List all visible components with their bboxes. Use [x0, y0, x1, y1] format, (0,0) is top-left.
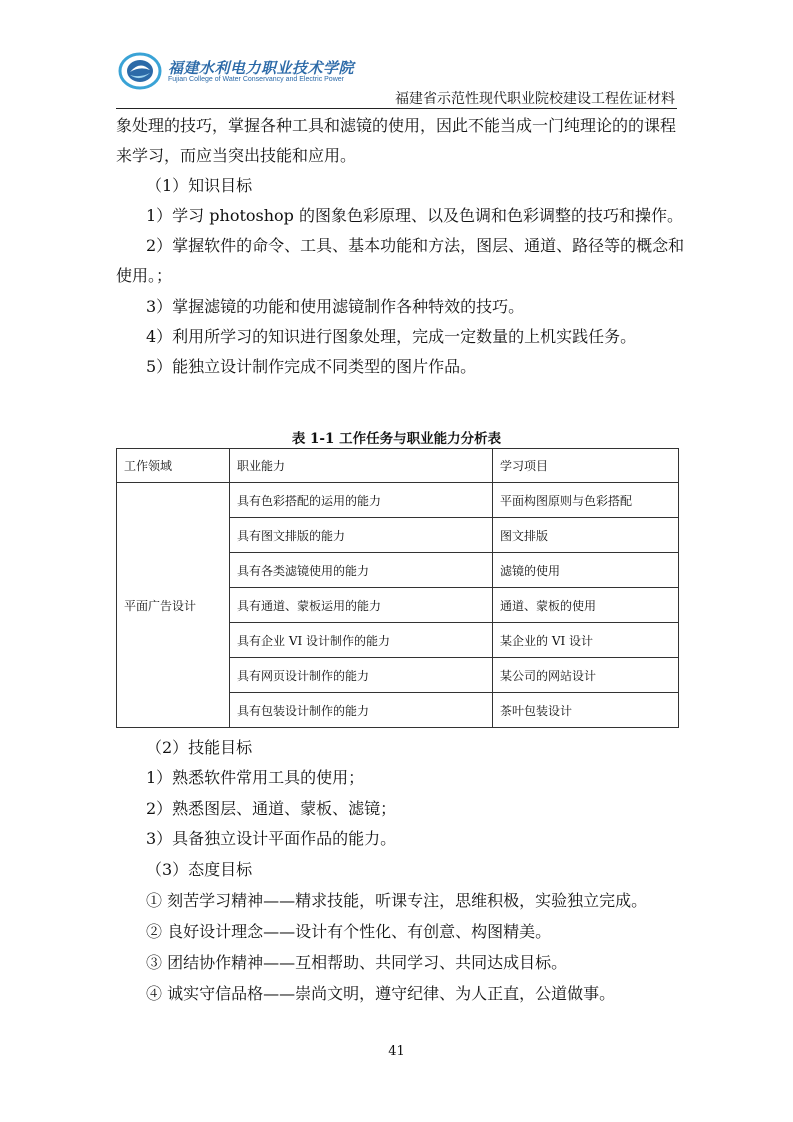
column-header: 职业能力 [230, 449, 493, 483]
section-heading-knowledge: （1）知识目标 [146, 176, 253, 195]
ability-cell: 具有各类滤镜使用的能力 [230, 553, 493, 588]
list-item: 3）具备独立设计平面作品的能力。 [146, 829, 397, 848]
list-item: 4）利用所学习的知识进行图象处理，完成一定数量的上机实践任务。 [146, 327, 637, 346]
project-cell: 通道、蒙板的使用 [493, 588, 679, 623]
table-row [117, 483, 679, 518]
ability-cell: 具有色彩搭配的运用的能力 [230, 483, 493, 518]
project-cell: 平面构图原则与色彩搭配 [493, 483, 679, 518]
list-item: ④ 诚实守信品格——崇尚文明，遵守纪律、为人正直，公道做事。 [146, 984, 616, 1003]
column-header: 工作领域 [117, 449, 230, 483]
section-heading-attitude: （3）态度目标 [146, 860, 253, 879]
ability-cell: 具有包装设计制作的能力 [230, 693, 493, 728]
ability-cell: 具有企业 VI 设计制作的能力 [230, 623, 493, 658]
list-item: ② 良好设计理念——设计有个性化、有创意、构图精美。 [146, 922, 552, 941]
project-cell: 某企业的 VI 设计 [493, 623, 679, 658]
list-item: 2）熟悉图层、通道、蒙板、滤镜； [146, 799, 397, 818]
project-cell: 茶叶包装设计 [493, 693, 679, 728]
college-logo-icon [118, 52, 162, 90]
logo-subtitle: Fujian College of Water Conservancy and Electric Power [168, 76, 344, 83]
competency-table [116, 448, 679, 728]
column-header: 学习项目 [493, 449, 679, 483]
list-item: ① 刻苦学习精神——精求技能，听课专注，思维积极，实验独立完成。 [146, 891, 648, 910]
list-item: ③ 团结协作精神——互相帮助、共同学习、共同达成目标。 [146, 953, 568, 972]
page-number: 41 [388, 1044, 405, 1059]
list-item: 2）掌握软件的命令、工具、基本功能和方法，图层、通道、路径等的概念和 [146, 236, 685, 255]
work-domain-cell: 平面广告设计 [117, 483, 230, 728]
header-divider [116, 108, 677, 109]
list-item: 5）能独立设计制作完成不同类型的图片作品。 [146, 357, 477, 376]
table-caption: 表 1-1 工作任务与职业能力分析表 [291, 431, 502, 447]
list-item: 3）掌握滤镜的功能和使用滤镜制作各种特效的技巧。 [146, 297, 525, 316]
project-cell: 滤镜的使用 [493, 553, 679, 588]
section-heading-skills: （2）技能目标 [146, 738, 253, 757]
document-title: 福建省示范性现代职业院校建设工程佐证材料 [395, 91, 675, 107]
list-item: 1）熟悉软件常用工具的使用； [146, 768, 365, 787]
table-header-row [117, 449, 679, 483]
project-cell: 某公司的网站设计 [493, 658, 679, 693]
paragraph-line: 来学习，而应当突出技能和应用。 [116, 146, 357, 165]
project-cell: 图文排版 [493, 518, 679, 553]
list-item: 1）学习 photoshop 的图象色彩原理、以及色调和色彩调整的技巧和操作。 [146, 206, 683, 225]
ability-cell: 具有通道、蒙板运用的能力 [230, 588, 493, 623]
logo-title: 福建水利电力职业技术学院 [168, 59, 355, 77]
paragraph-line: 象处理的技巧，掌握各种工具和滤镜的使用，因此不能当成一门纯理论的的课程 [116, 116, 677, 135]
ability-cell: 具有网页设计制作的能力 [230, 658, 493, 693]
list-item-continuation: 使用。； [116, 266, 173, 285]
ability-cell: 具有图文排版的能力 [230, 518, 493, 553]
